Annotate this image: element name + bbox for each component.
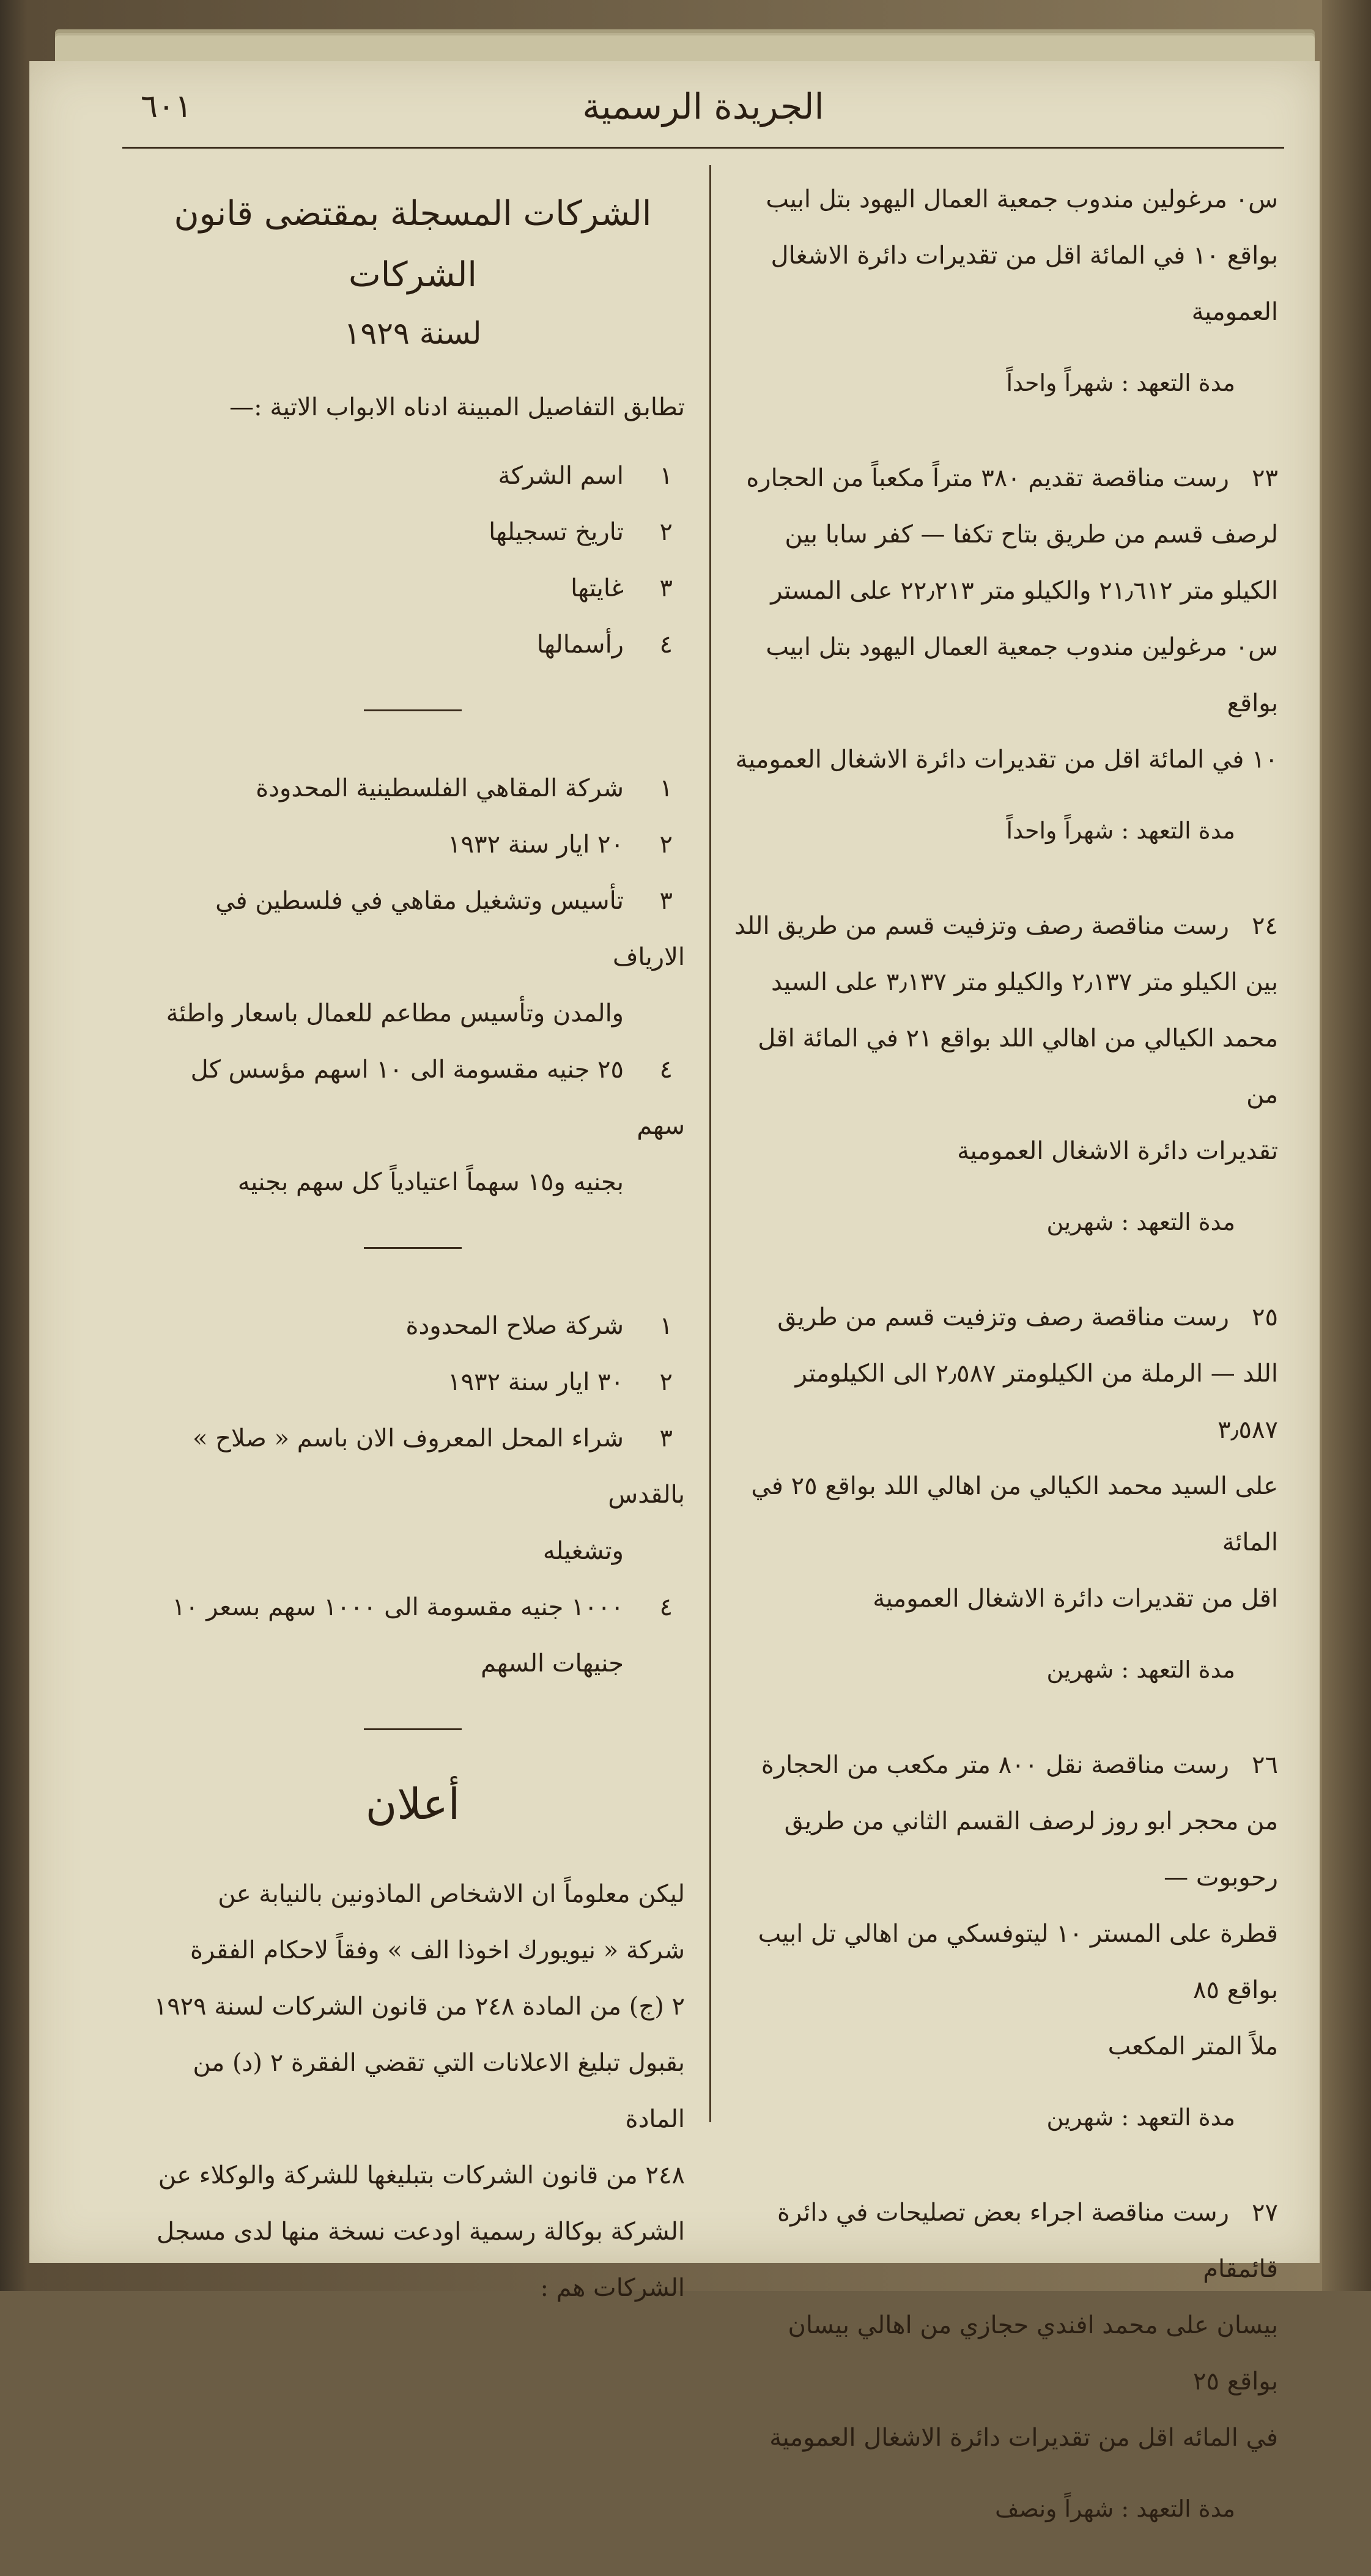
legend-list xyxy=(141,448,685,673)
tenders-column xyxy=(734,171,1278,2576)
entry-number: ٢٥ xyxy=(1252,1303,1278,1331)
item-text: رأسمالها xyxy=(536,631,624,659)
text-line: الشركة بوكالة رسمية اودعت نسخة منها لدى مسجل xyxy=(157,2218,685,2246)
text-line: ١٠ في المائة اقل من تقديرات دائرة الاشغال العمومية xyxy=(735,746,1278,774)
text-line xyxy=(734,2185,1278,2297)
column-divider xyxy=(709,165,711,2122)
companies-column xyxy=(141,171,685,2316)
duration-line: مدة التعهد : شهراً واحداً xyxy=(1006,369,1235,396)
paragraph xyxy=(734,171,1278,340)
company-field xyxy=(141,873,685,985)
text-line: ليكن معلوماً ان الاشخاص الماذونين بالنيابة عن xyxy=(218,1880,685,1908)
item-number: ٣ xyxy=(659,574,673,602)
gazette-title: الجريدة الرسمية xyxy=(582,86,824,127)
item-number: ٢ xyxy=(659,518,673,546)
item-number: ٤ xyxy=(659,631,673,659)
item-text: شراء المحل المعروف الان باسم « صلاح » بالقدس xyxy=(193,1424,685,1509)
entry-number: ٢٤ xyxy=(1252,912,1278,940)
text-line: بواقع ١٠ في المائة اقل من تقديرات دائرة الاشغال العمومية xyxy=(770,242,1278,326)
item-text: شركة صلاح المحدودة xyxy=(405,1312,624,1340)
item-number: ١ xyxy=(659,774,673,802)
duration-line: مدة التعهد : شهراً ونصف xyxy=(995,2495,1235,2522)
legend-item xyxy=(141,616,685,673)
item-number: ٢ xyxy=(659,831,673,859)
paragraph xyxy=(734,1289,1278,1627)
text-line: محمد الكيالي من اهالي اللد بواقع ٢١ في المائة اقل من xyxy=(758,1024,1278,1109)
item-text: ٢٥ جنيه مقسومة الى ١٠ اسهم مؤسس كل سهم xyxy=(190,1056,685,1140)
item-continuation: والمدن وتأسيس مطاعم للعمال باسعار واطئة xyxy=(166,999,624,1027)
text-line: اللد — الرملة من الكيلومتر ٢٫٥٨٧ الى الكيلومتر ٣٫٥٨٧ xyxy=(795,1360,1278,1444)
item-number: ٣ xyxy=(659,1424,673,1453)
text-line: الشركات هم : xyxy=(540,2274,685,2302)
text-line: في المائه اقل من تقديرات دائرة الاشغال العمومية xyxy=(769,2424,1278,2452)
paragraph xyxy=(734,1737,1278,2074)
legend-item xyxy=(141,560,685,616)
item-number: ٤ xyxy=(659,1593,673,1621)
entry-number: ٢٧ xyxy=(1252,2199,1278,2227)
item-text: ٢٠ ايار سنة ١٩٣٢ xyxy=(448,831,624,859)
text-line: من محجر ابو روز لرصف القسم الثاني من طريق رحوبوت — xyxy=(784,1807,1278,1892)
company-field xyxy=(141,1579,685,1635)
section-title: الشركات المسجلة بمقتضى قانون الشركات xyxy=(174,194,652,295)
text-line: ملاً المتر المكعب xyxy=(1107,2032,1278,2060)
paragraph xyxy=(734,898,1278,1179)
paragraph xyxy=(734,2185,1278,2466)
entry-number: ٢٦ xyxy=(1252,1751,1278,1779)
text-line xyxy=(734,1737,1278,1793)
text-line: س٠ مرغولين مندوب جمعية العمال اليهود بتل ابيب بواقع xyxy=(766,633,1278,717)
text-line: على السيد محمد الكيالي من اهالي اللد بواقع ٢٥ في المائة xyxy=(751,1472,1278,1556)
line-text: رست مناقصة رصف وتزفيت قسم من طريق اللد xyxy=(734,912,1229,940)
text-line: الكيلو متر ٢١٫٦١٢ والكيلو متر ٢٢٫٢١٣ على المستر xyxy=(770,577,1278,605)
duration-line: مدة التعهد : شهراً واحداً xyxy=(1006,817,1235,844)
tender-entry-24 xyxy=(734,898,1278,1246)
company-field xyxy=(141,1410,685,1523)
header-rule xyxy=(122,147,1284,149)
item-number: ٤ xyxy=(659,1056,673,1084)
line-text: رست مناقصة اجراء بعض تصليحات في دائرة قائمقام xyxy=(777,2199,1278,2283)
duration-line: مدة التعهد : شهرين xyxy=(1046,1656,1235,1683)
item-continuation: جنيهات السهم xyxy=(481,1649,624,1678)
item-number: ٣ xyxy=(659,887,673,915)
item-continuation: وتشغيله xyxy=(542,1537,624,1565)
section-intro: تطابق التفاصيل المبينة ادناه الابواب الاتية :— xyxy=(229,393,685,421)
text-line: بقبول تبليغ الاعلانات التي تقضي الفقرة ٢ (د) من المادة xyxy=(193,2049,685,2133)
notice-title: أعلان xyxy=(365,1779,460,1829)
tender-entry-26 xyxy=(734,1737,1278,2142)
company-field xyxy=(141,1354,685,1410)
legend-item xyxy=(141,504,685,560)
tender-entry-25 xyxy=(734,1289,1278,1694)
notice-body xyxy=(141,1866,685,2316)
company-entry xyxy=(141,1298,685,1692)
text-line xyxy=(734,898,1278,954)
company-field xyxy=(141,816,685,873)
tender-entry-23 xyxy=(734,450,1278,855)
text-line: ٢ (ج) من المادة ٢٤٨ من قانون الشركات لسنة ١٩٢٩ xyxy=(153,1993,685,2021)
separator-rule xyxy=(364,1247,462,1249)
item-text: شركة المقاهي الفلسطينية المحدودة xyxy=(256,774,624,802)
company-field xyxy=(141,760,685,816)
separator-rule xyxy=(364,1728,462,1730)
tender-entry-27 xyxy=(734,2185,1278,2533)
text-line: بيسان على محمد افندي حجازي من اهالي بيسان بواقع ٢٥ xyxy=(788,2311,1278,2396)
separator-rule xyxy=(364,709,462,711)
page-number: ٦٠١ xyxy=(141,88,192,125)
line-text: رست مناقصة تقديم ٣٨٠ متراً مكعباً من الحجاره xyxy=(746,464,1229,492)
binding-edge xyxy=(1322,0,1371,2291)
text-line: ٢٤٨ من قانون الشركات بتبليغها للشركة والوكلاء عن xyxy=(158,2161,685,2189)
legend-item xyxy=(141,448,685,504)
item-text: غايتها xyxy=(571,574,624,602)
text-line xyxy=(734,1289,1278,1345)
section-year: لسنة ١٩٢٩ xyxy=(344,316,482,351)
item-text: ٣٠ ايار سنة ١٩٣٢ xyxy=(448,1368,624,1396)
company-field xyxy=(141,1298,685,1354)
page-header xyxy=(122,86,1284,141)
line-text: رست مناقصة نقل ٨٠٠ متر مكعب من الحجارة xyxy=(761,1751,1229,1779)
text-line: اقل من تقديرات دائرة الاشغال العمومية xyxy=(873,1585,1278,1613)
item-continuation: بجنيه و١٥ سهماً اعتيادياً كل سهم بجنيه xyxy=(237,1168,624,1196)
item-text: اسم الشركة xyxy=(498,462,624,490)
intro-entry xyxy=(734,171,1278,407)
text-line: بين الكيلو متر ٢٫١٣٧ والكيلو متر ٣٫١٣٧ على السيد xyxy=(771,968,1278,996)
company-field xyxy=(141,1042,685,1154)
item-number: ١ xyxy=(659,462,673,490)
item-text: تأسيس وتشغيل مقاهي في فلسطين في الارياف xyxy=(215,887,685,971)
paragraph xyxy=(734,450,1278,788)
duration-line: مدة التعهد : شهرين xyxy=(1046,2104,1235,2131)
duration-line: مدة التعهد : شهرين xyxy=(1046,1208,1235,1235)
text-line xyxy=(734,450,1278,506)
item-number: ١ xyxy=(659,1312,673,1340)
text-line: س٠ مرغولين مندوب جمعية العمال اليهود بتل ابيب xyxy=(766,185,1278,213)
text-line: تقديرات دائرة الاشغال العمومية xyxy=(957,1137,1278,1165)
item-text: ١٠٠٠ جنيه مقسومة الى ١٠٠٠ سهم بسعر ١٠ xyxy=(172,1593,624,1621)
item-number: ٢ xyxy=(659,1368,673,1396)
text-line: شركة « نيويورك اخوذا الف » وفقاً لاحكام الفقرة xyxy=(190,1936,685,1964)
line-text: رست مناقصة رصف وتزفيت قسم من طريق xyxy=(777,1303,1229,1331)
item-text: تاريخ تسجيلها xyxy=(489,518,624,546)
company-entry xyxy=(141,760,685,1210)
entry-number: ٢٣ xyxy=(1252,464,1278,492)
text-line: قطرة على المستر ١٠ ليتوفسكي من اهالي تل ابيب بواقع ٨٥ xyxy=(758,1920,1278,2004)
text-line: لرصف قسم من طريق بتاح تكفا — كفر سابا بين xyxy=(785,520,1278,549)
